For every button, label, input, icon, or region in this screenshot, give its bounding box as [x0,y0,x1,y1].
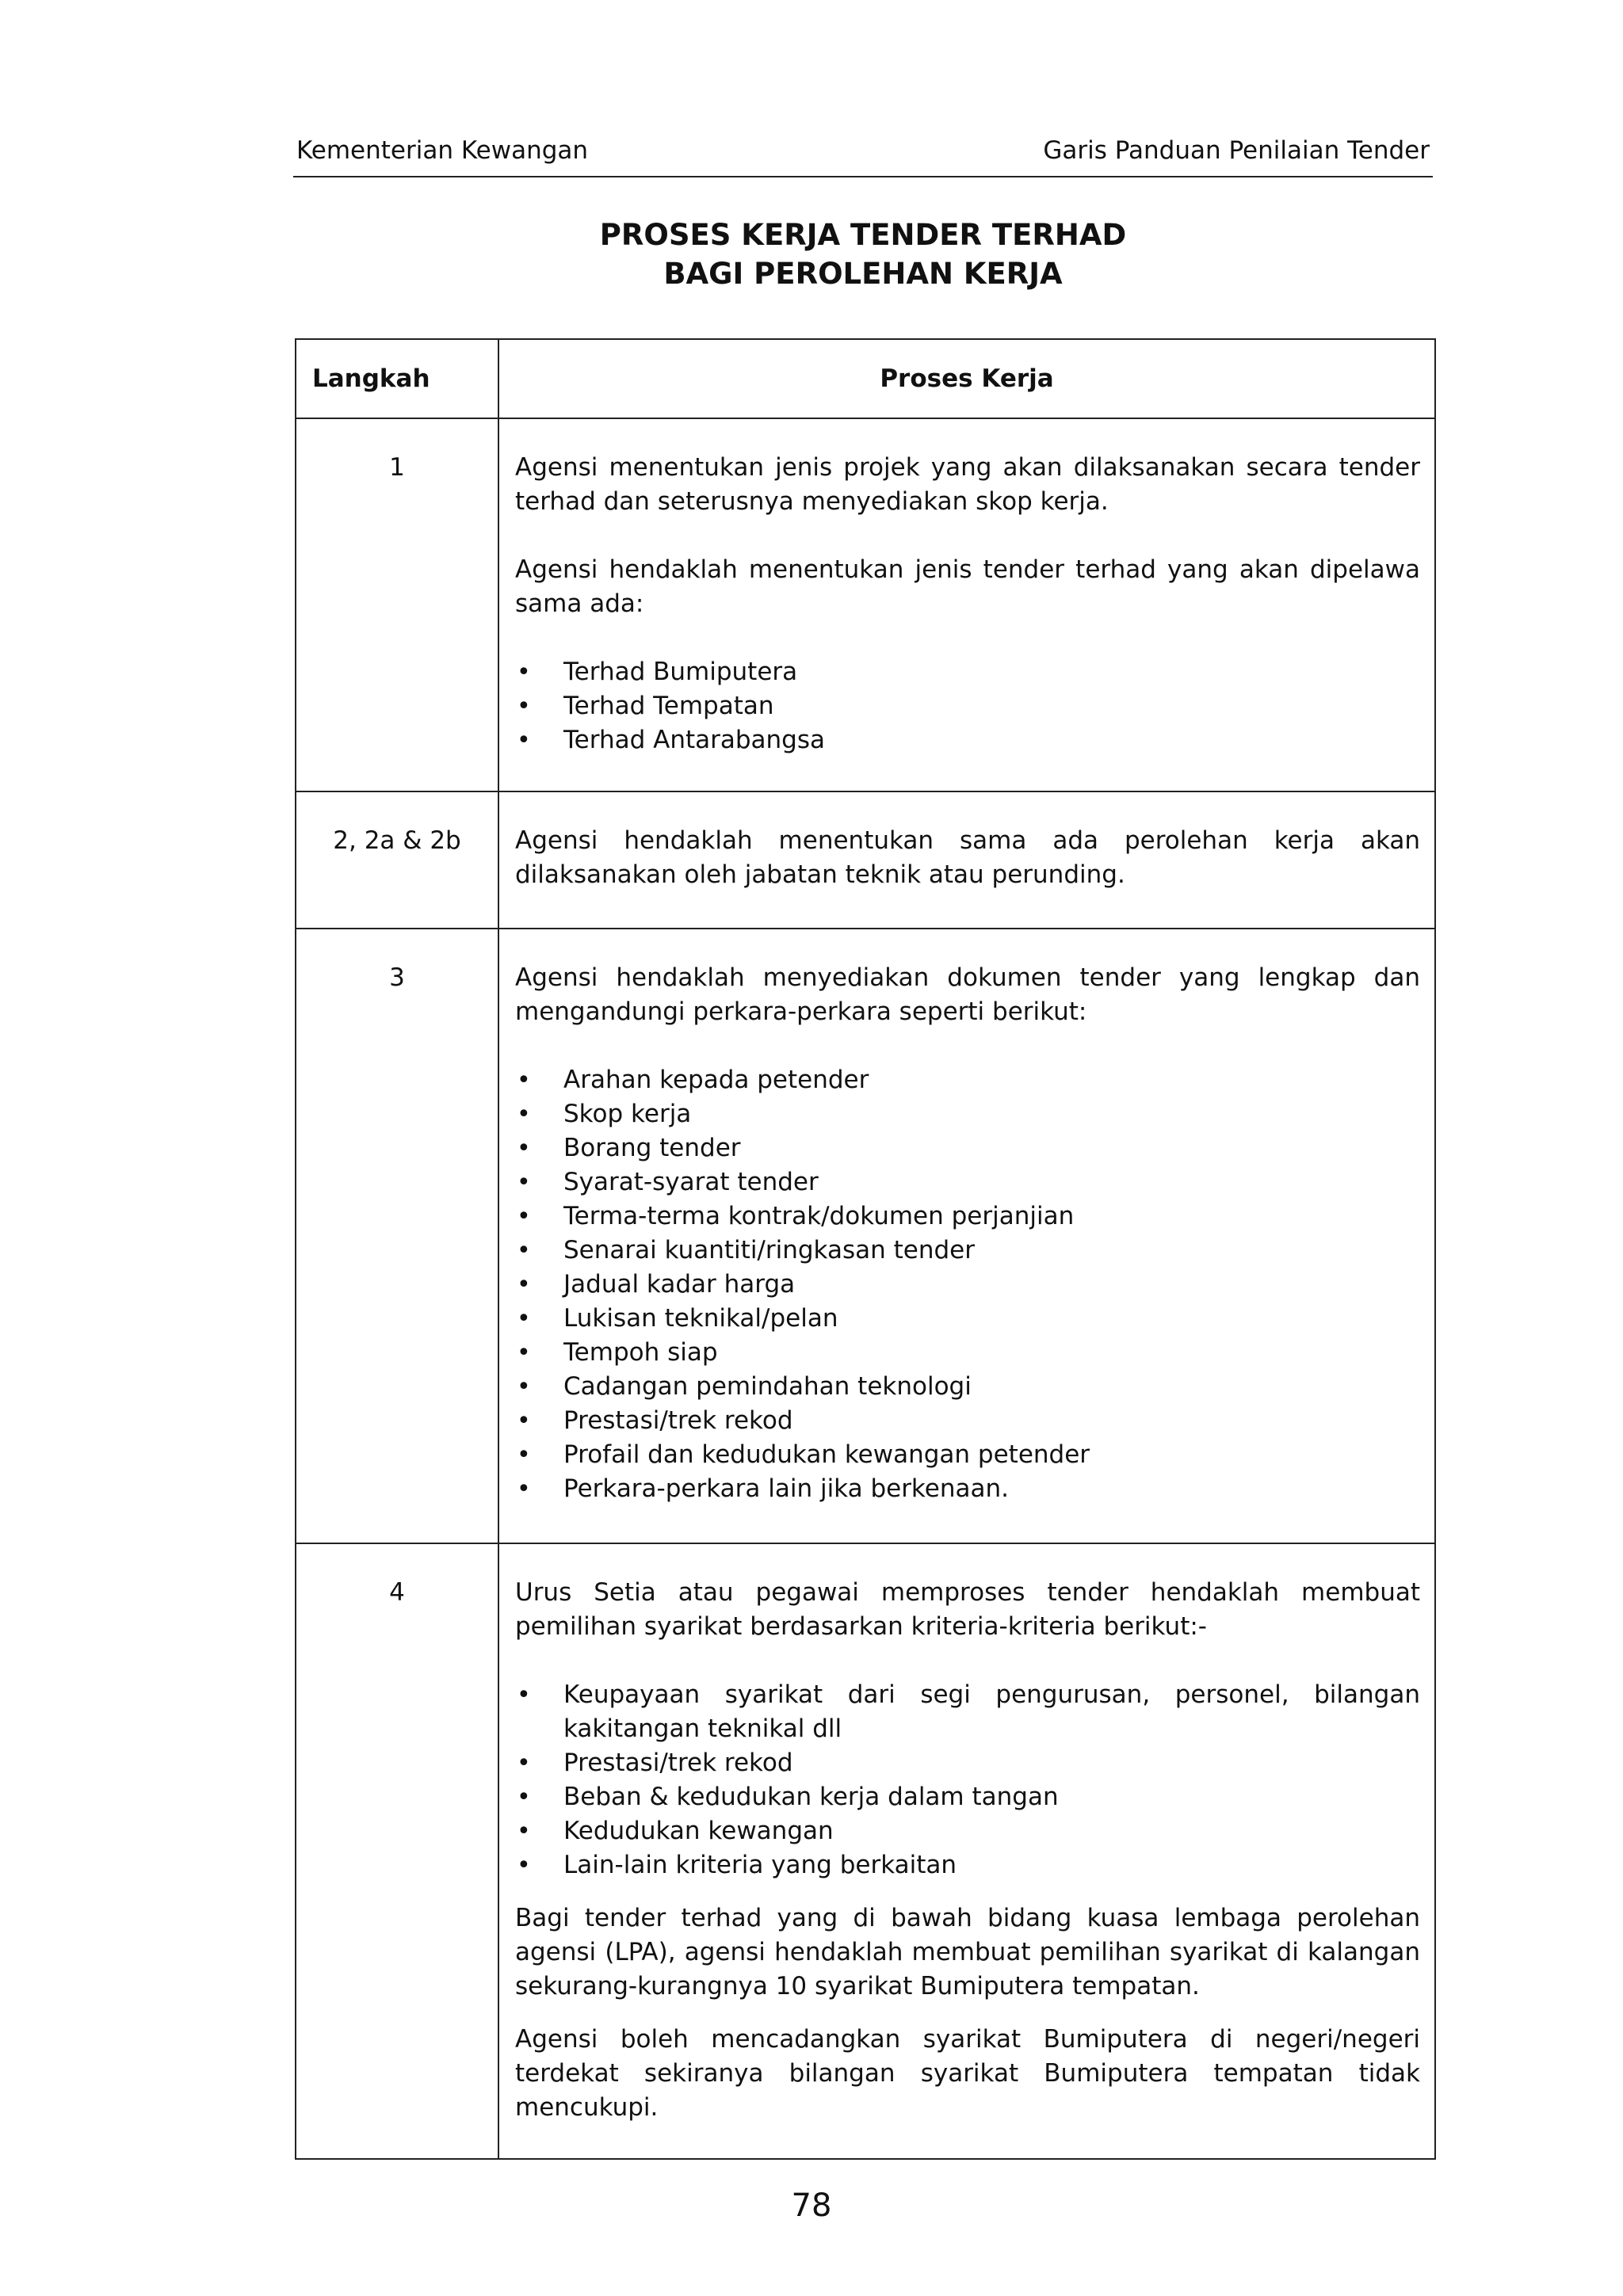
list-item: • Syarat-syarat tender [515,1165,1420,1199]
process-description [498,1543,1435,2159]
list-item: • Keupayaan syarikat dari segi pengurusan, personel, bilangan kakitangan teknikal dll [515,1678,1420,1746]
process-description [498,418,1435,791]
page-number: 78 [791,2187,832,2224]
title-line-2: BAGI PEROLEHAN KERJA [663,257,1063,291]
paragraph: Agensi hendaklah menentukan sama ada perolehan kerja akan dilaksanakan oleh jabatan teknik atau perunding. [515,826,1420,889]
paragraph: Urus Setia atau pegawai memproses tender hendaklah membuat pemilihan syarikat berdasarkan kriteria-kriteria berikut:- [515,1578,1420,1641]
step-number: 1 [296,418,498,791]
paragraph: Agensi boleh mencadangkan syarikat Bumiputera di negeri/negeri terdekat sekiranya bilangan syarikat Bumiputera tempatan tidak mencukupi. [515,2025,1420,2122]
process-description [498,791,1435,929]
list-item: • Tempoh siap [515,1336,1420,1370]
list-item: • Terhad Antarabangsa [515,723,1420,757]
list-item: • Terhad Tempatan [515,689,1420,723]
paragraph: Agensi hendaklah menentukan jenis tender terhad yang akan dipelawa sama ada: [515,555,1420,618]
list-item: • Borang tender [515,1131,1420,1165]
step-number: 2, 2a & 2b [296,791,498,929]
list-item: • Terhad Bumiputera [515,655,1420,689]
bullet-list [515,1063,1420,1506]
page-header [293,125,1433,177]
paragraph: Agensi menentukan jenis projek yang akan dilaksanakan secara tender terhad dan seterusnya menyediakan skop kerja. [515,453,1420,516]
document-title [293,215,1433,293]
list-item: • Prestasi/trek rekod [515,1746,1420,1780]
list-item: • Terma-terma kontrak/dokumen perjanjian [515,1199,1420,1234]
table-row-step-2 [296,791,1435,929]
list-item: • Beban & kedudukan kerja dalam tangan [515,1780,1420,1814]
list-item: • Kedudukan kewangan [515,1814,1420,1848]
process-description [498,929,1435,1543]
list-item: • Lukisan teknikal/pelan [515,1302,1420,1336]
header-document-title: Garis Panduan Penilaian Tender [1043,136,1430,165]
list-item: • Jadual kadar harga [515,1268,1420,1302]
column-header-step: Langkah [296,339,498,418]
list-item: • Lain-lain kriteria yang berkaitan [515,1848,1420,1882]
paragraph: Agensi hendaklah menyediakan dokumen tender yang lengkap dan mengandungi perkara-perkara seperti berikut: [515,963,1420,1026]
bullet-list [515,1678,1420,1882]
table-header-row [296,339,1435,418]
paragraph: Bagi tender terhad yang di bawah bidang kuasa lembaga perolehan agensi (LPA), agensi hendaklah membuat pemilihan syarikat di kalangan sekurang-kurangnya 10 syarikat Bumiputera tempatan. [515,1904,1420,2000]
list-item: • Skop kerja [515,1097,1420,1131]
list-item: • Perkara-perkara lain jika berkenaan. [515,1472,1420,1506]
column-header-process: Proses Kerja [498,339,1435,418]
step-number: 3 [296,929,498,1543]
list-item: • Arahan kepada petender [515,1063,1420,1097]
process-table [295,338,1436,2160]
list-item: • Cadangan pemindahan teknologi [515,1370,1420,1404]
title-line-1: PROSES KERJA TENDER TERHAD [599,218,1127,252]
list-item: • Senarai kuantiti/ringkasan tender [515,1234,1420,1268]
bullet-list [515,655,1420,757]
list-item: • Prestasi/trek rekod [515,1404,1420,1438]
list-item: • Profail dan kedudukan kewangan petender [515,1438,1420,1472]
table-row-step-3 [296,929,1435,1543]
header-ministry: Kementerian Kewangan [296,136,589,165]
table-row-step-1 [296,418,1435,791]
table-row-step-4 [296,1543,1435,2159]
step-number: 4 [296,1543,498,2159]
